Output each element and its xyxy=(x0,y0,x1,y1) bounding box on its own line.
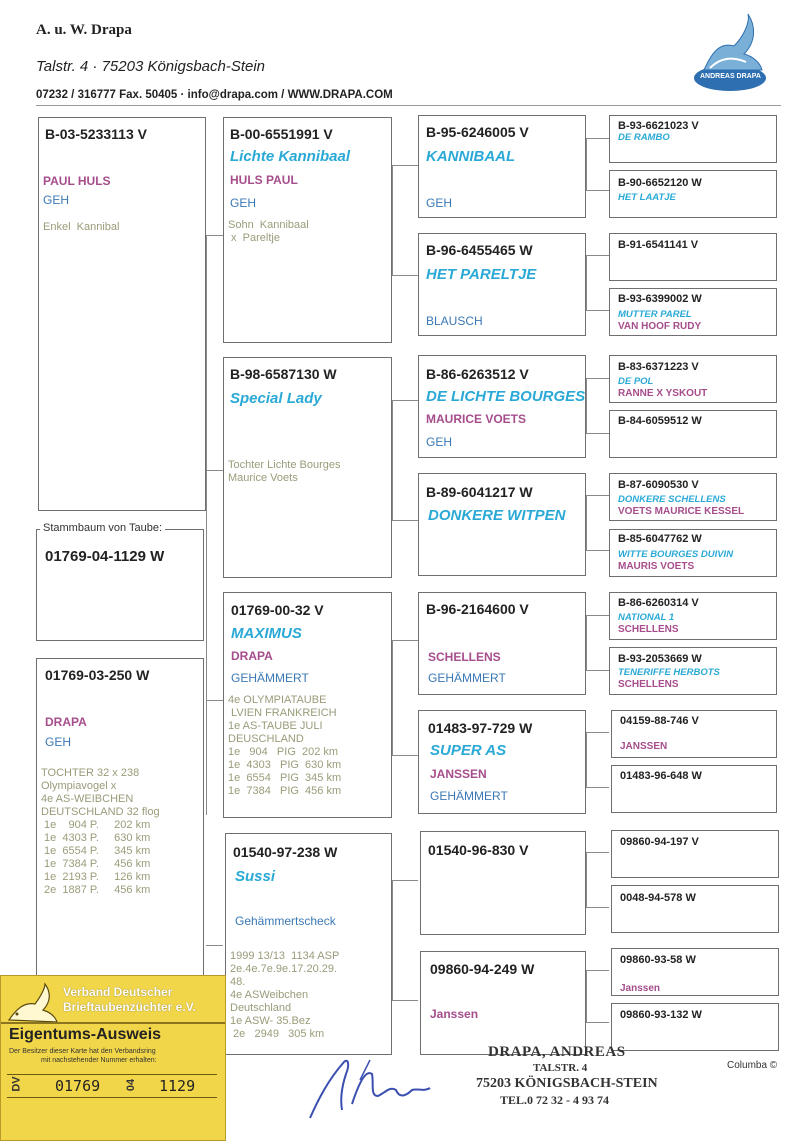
breeder-contact: 07232 / 316777 Fax. 50405 · info@drapa.com / WWW.DRAPA.COM xyxy=(36,89,393,101)
father-card xyxy=(38,117,206,511)
gen4-ring: B-84-6059512 W xyxy=(618,415,702,427)
gen4-card-7 xyxy=(609,473,777,521)
card-ring-number xyxy=(7,1074,217,1098)
gen4-card-12 xyxy=(611,765,777,813)
gen3-color: GEH xyxy=(426,196,453,210)
gen4-card-10 xyxy=(609,647,777,695)
mother-remark: TOCHTER 32 x 238 Olympiavogel x 4e AS-WEIBCHEN DEUTSCHLAND 32 flog 1e 904 P. 202 km 1e 4303 P. 630 km 1e 6554 P. 345 km 1e 7384 P. 456 km 1e 2193 P. 126 km 2e 1887 P. 456 km xyxy=(41,767,160,896)
gen4-ring: B-83-6371223 V xyxy=(618,361,699,373)
gen4-name: TENERIFFE HERBOTS xyxy=(618,667,720,678)
gen2-name: Lichte Kannibaal xyxy=(230,148,351,165)
footer-street: TALSTR. 4 xyxy=(533,1062,588,1074)
gen4-card-4 xyxy=(609,288,777,336)
footer-tel: TEL.0 72 32 - 4 93 74 xyxy=(500,1093,610,1107)
gen4-owner: RANNE X YSKOUT xyxy=(618,388,708,399)
gen4-card-15 xyxy=(611,948,779,996)
gen3-name: DE LICHTE BOURGES xyxy=(426,388,586,405)
mother-color: GEH xyxy=(45,735,72,749)
card-divider xyxy=(1,1022,225,1024)
gen2-remark: 1999 13/13 1134 ASP 2e.4e.7e.9e.17.20.29. 48. 4e ASWeibchen Deutschland 1e ASW- 35.Bez 2e 2949 305 km xyxy=(230,950,340,1040)
gen4-ring: B-85-6047762 W xyxy=(618,533,702,545)
gen4-card-16 xyxy=(611,1003,779,1051)
gen3-color: GEHÄMMERT xyxy=(428,671,506,685)
gen2-remark: Sohn Kannibaal x Pareltje xyxy=(228,219,309,244)
gen3-card-3 xyxy=(418,355,586,458)
gen2-ring: B-00-6551991 V xyxy=(230,126,333,142)
gen4-name: HET LAATJE xyxy=(618,192,676,203)
gen2-card-2 xyxy=(223,357,392,578)
gen4-ring: B-90-6652120 W xyxy=(618,177,702,189)
breeder-name: A. u. W. Drapa xyxy=(36,22,132,38)
gen4-name: DE POL xyxy=(618,376,654,387)
father-remark: Enkel Kannibal xyxy=(43,221,120,233)
gen4-owner: SCHELLENS xyxy=(618,679,679,690)
card-fine-print-2: mit nachstehender Nummer erhalten: xyxy=(41,1057,157,1064)
gen4-ring: 09860-93-58 W xyxy=(620,954,696,966)
gen4-card-14 xyxy=(611,885,779,933)
gen3-ring: 01483-97-729 W xyxy=(428,720,533,736)
card-fine-print-1: Der Besitzer dieser Karte hat den Verbandsring xyxy=(9,1048,156,1055)
gen4-name: DE RAMBO xyxy=(618,132,670,143)
gen4-card-5 xyxy=(609,355,777,403)
gen4-name: DONKERE SCHELLENS xyxy=(618,494,726,505)
gen4-ring: 09860-94-197 V xyxy=(620,836,699,848)
gen3-name: HET PARELTJE xyxy=(426,266,537,283)
gen3-color: GEH xyxy=(426,435,453,449)
father-ring: B-03-5233113 V xyxy=(45,126,147,142)
gen4-name: NATIONAL 1 xyxy=(618,612,675,623)
gen3-name: KANNIBAAL xyxy=(426,148,516,165)
gen4-ring: 09860-93-132 W xyxy=(620,1009,702,1021)
gen3-card-2 xyxy=(418,233,586,336)
gen4-ring: B-93-6399002 W xyxy=(618,293,702,305)
gen2-ring: 01769-00-32 V xyxy=(231,602,324,618)
ownership-card xyxy=(0,975,226,1141)
gen4-card-6 xyxy=(609,410,777,458)
gen2-color: Gehämmertscheck xyxy=(235,914,336,928)
mother-ring: 01769-03-250 W xyxy=(45,667,150,683)
footer-city: 75203 KÖNIGSBACH-STEIN xyxy=(476,1076,658,1091)
header-divider xyxy=(36,105,781,106)
logo-text: ANDREAS DRAPA xyxy=(700,73,761,80)
gen2-card-3 xyxy=(223,592,392,818)
gen3-ring: B-96-6455465 W xyxy=(426,242,533,258)
gen3-color: GEHÄMMERT xyxy=(430,789,508,803)
gen4-ring: 0048-94-578 W xyxy=(620,892,696,904)
gen4-ring: B-93-2053669 W xyxy=(618,653,702,665)
subject-card xyxy=(36,529,204,641)
gen4-card-9 xyxy=(609,592,777,640)
gen4-owner: SCHELLENS xyxy=(618,624,679,635)
gen3-name: DONKERE WITPEN xyxy=(428,507,566,524)
gen2-color: GEHÄMMERT xyxy=(231,671,309,685)
card-org-line2: Brieftaubenzüchter e.V. xyxy=(63,1000,196,1014)
gen2-card-1 xyxy=(223,117,392,343)
gen3-card-4 xyxy=(418,473,586,576)
gen3-ring: B-95-6246005 V xyxy=(426,124,529,140)
gen4-owner: MAURIS VOETS xyxy=(618,561,695,572)
gen4-owner: Janssen xyxy=(620,983,661,994)
gen3-owner: Janssen xyxy=(430,1007,479,1021)
gen2-owner: DRAPA xyxy=(231,649,273,663)
gen4-card-1 xyxy=(609,115,777,163)
gen3-ring: 09860-94-249 W xyxy=(430,961,535,977)
signature-icon xyxy=(300,1040,450,1122)
gen4-ring: 01483-96-648 W xyxy=(620,770,702,782)
gen4-name: MUTTER PAREL xyxy=(618,309,692,320)
card-org-line1: Verband Deutscher xyxy=(63,985,173,999)
card-club: 01769 xyxy=(55,1077,101,1095)
gen3-owner: JANSSEN xyxy=(430,767,487,781)
gen4-card-8 xyxy=(609,529,777,577)
breeder-address: Talstr. 4 · 75203 Königsbach-Stein xyxy=(36,58,266,75)
gen3-ring: B-96-2164600 V xyxy=(426,601,529,617)
gen4-ring: 04159-88-746 V xyxy=(620,715,699,727)
gen3-ring: B-86-6263512 V xyxy=(426,366,529,382)
father-owner: PAUL HULS xyxy=(43,174,111,188)
card-dv: DV xyxy=(10,1076,23,1092)
gen4-card-11 xyxy=(611,710,777,758)
columba-brand: Columba © xyxy=(727,1060,778,1071)
card-year: 04 xyxy=(125,1078,138,1092)
gen4-ring: B-93-6621023 V xyxy=(618,120,699,132)
gen3-ring: 01540-96-830 V xyxy=(428,842,529,858)
father-color: GEH xyxy=(43,193,70,207)
gen2-name: Special Lady xyxy=(230,390,322,407)
gen2-card-4 xyxy=(225,833,392,1055)
gen4-owner: JANSSEN xyxy=(620,741,668,752)
gen4-owner: VAN HOOF RUDY xyxy=(618,321,702,332)
mother-owner: DRAPA xyxy=(45,715,87,729)
footer-name: DRAPA, ANDREAS xyxy=(488,1044,626,1060)
gen3-card-7 xyxy=(420,831,586,935)
gen3-owner: SCHELLENS xyxy=(428,650,501,664)
gen2-remark: Tochter Lichte Bourges Maurice Voets xyxy=(228,459,341,484)
gen4-name: WITTE BOURGES DUIVIN xyxy=(618,549,734,560)
subject-label: Stammbaum von Taube: xyxy=(40,522,165,534)
gen3-color: BLAUSCH xyxy=(426,314,483,328)
gen3-owner: MAURICE VOETS xyxy=(426,412,527,426)
gen2-name: MAXIMUS xyxy=(231,625,302,642)
gen2-color: GEH xyxy=(230,196,257,210)
card-title: Eigentums-Ausweis xyxy=(9,1026,162,1043)
gen2-remark: 4e OLYMPIATAUBE LVIEN FRANKREICH 1e AS-TAUBE JULI DEUSCHLAND 1e 904 PIG 202 km 1e 4303 PIG 630 km 1e 6554 PIG 345 km 1e 7384 PIG 456 km xyxy=(228,694,342,797)
gen2-ring: B-98-6587130 W xyxy=(230,366,337,382)
gen2-owner: HULS PAUL xyxy=(230,173,298,187)
gen3-card-1 xyxy=(418,115,586,218)
dove-logo-icon xyxy=(690,12,770,94)
gen4-owner: VOETS MAURICE KESSEL xyxy=(618,506,745,517)
gen3-ring: B-89-6041217 W xyxy=(426,484,533,500)
gen4-card-3 xyxy=(609,233,777,281)
card-number: 1129 xyxy=(159,1077,196,1095)
gen3-name: SUPER AS xyxy=(430,742,507,759)
gen4-card-2 xyxy=(609,170,777,218)
gen4-ring: B-87-6090530 V xyxy=(618,479,699,491)
subject-ring: 01769-04-1129 W xyxy=(45,548,165,565)
gen4-card-13 xyxy=(611,830,779,878)
gen3-card-5 xyxy=(418,592,586,695)
gen2-name: Sussi xyxy=(235,868,276,885)
gen3-card-6 xyxy=(418,710,586,814)
gen4-ring: B-91-6541141 V xyxy=(618,239,699,251)
gen4-ring: B-86-6260314 V xyxy=(618,597,699,609)
gen2-ring: 01540-97-238 W xyxy=(233,844,338,860)
